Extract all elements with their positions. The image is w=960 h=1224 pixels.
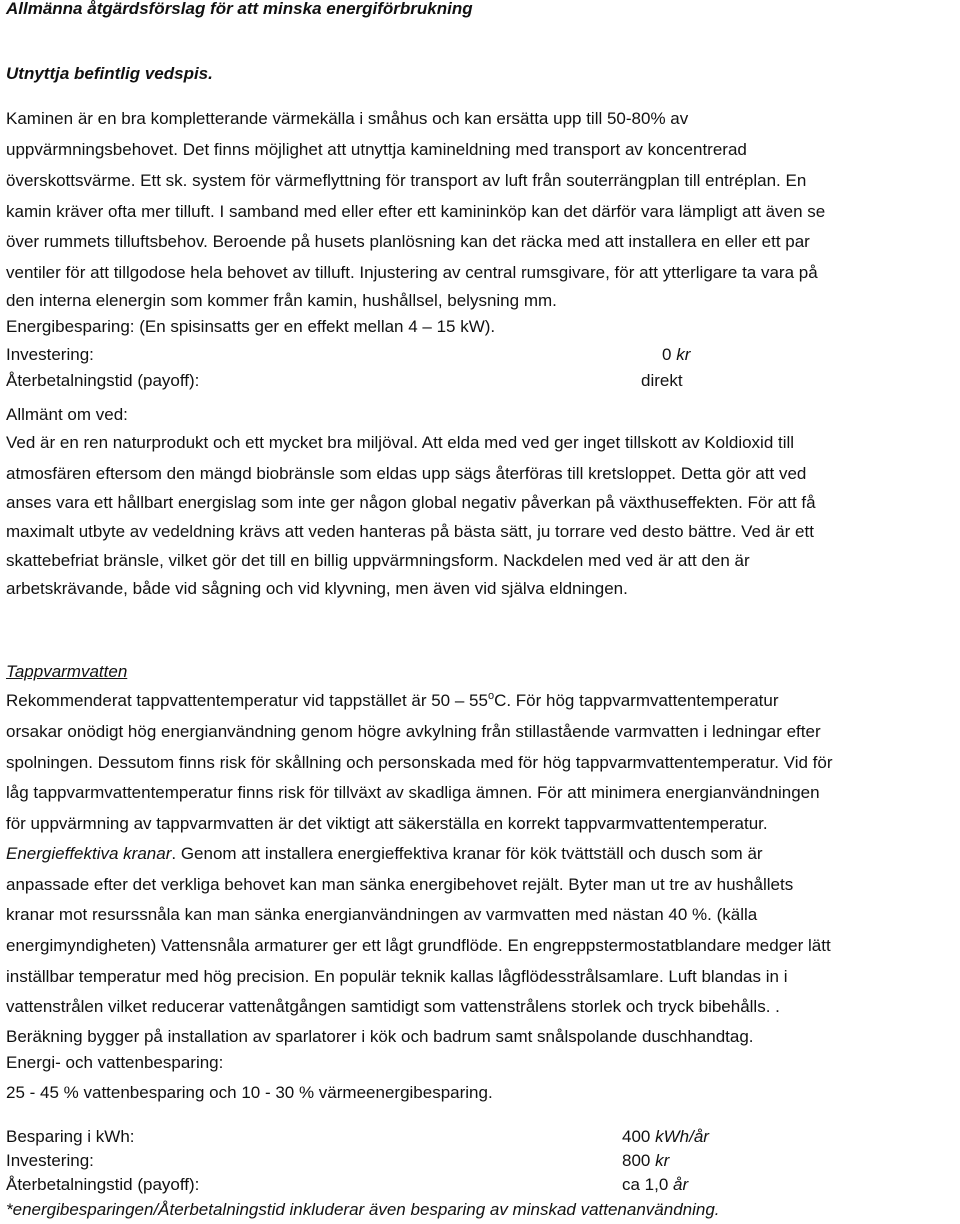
paragraph-line: anses vara ett hållbart energislag som inte ger någon global negativ påverkan på växthuseffekten. För att få xyxy=(6,493,816,512)
kwh-value xyxy=(622,1126,709,1148)
investment-amount: 0 xyxy=(662,345,672,364)
kwh-unit: kWh/år xyxy=(655,1127,709,1146)
paragraph-line: Beräkning bygger på installation av sparlatorer i kök och badrum samt snålspolande duschhandtag. xyxy=(6,1027,754,1046)
paragraph-line: över rummets tilluftsbehov. Beroende på husets planlösning kan det räcka med att installera en eller ett par xyxy=(6,232,810,251)
footnote: *energibesparingen/Återbetalningstid inkluderar även besparing av minskad vattenanvändning. xyxy=(6,1200,720,1219)
paragraph-line: inställbar temperatur med hög precision. En populär teknik kallas lågflödesstrålsamlare. Luft blandas in i xyxy=(6,967,788,986)
degree-superscript: o xyxy=(487,690,495,702)
payback-value-2 xyxy=(622,1174,688,1196)
paragraph-line-kranar xyxy=(6,843,763,865)
paragraph-line: Kaminen är en bra kompletterande värmekälla i småhus och kan ersätta upp till 50-80% av xyxy=(6,109,689,128)
investment-unit: kr xyxy=(676,345,691,364)
energy-saving-text: Energibesparing: (En spisinsatts ger en effekt mellan 4 – 15 kW). xyxy=(6,317,496,336)
paragraph-line: skattebefriat bränsle, vilket gör det till en billig uppvärmningsform. Nackdelen med ved är att den är xyxy=(6,551,750,570)
paragraph-line: överskottsvärme. Ett sk. system för värmeflyttning för transport av luft från souterrängplan till entréplan. En xyxy=(6,171,807,190)
temperature-text-continued: C. För hög tappvarmvattentemperatur xyxy=(494,691,779,710)
section-title-vedspis: Utnyttja befintlig vedspis. xyxy=(6,64,213,83)
paragraph-line: orsakar onödigt hög energianvändning genom högre avkylning från stillastående varmvatten i ledningar efter xyxy=(6,722,821,741)
section-title-tappvarmvatten: Tappvarmvatten xyxy=(6,662,128,681)
paragraph-line: uppvärmningsbehovet. Det finns möjlighet att utnyttja kamineldning med transport av koncentrerad xyxy=(6,140,747,159)
paragraph-line: atmosfären eftersom den mängd biobränsle som eldas upp sägs återföras till kretsloppet. Detta gör att ved xyxy=(6,464,807,483)
investment-value xyxy=(662,344,690,366)
investment-label-2: Investering: xyxy=(6,1151,94,1170)
paragraph-line: spolningen. Dessutom finns risk för skållning och personskada med för hög tappvarmvattentemperatur. Vid för xyxy=(6,753,833,772)
kwh-amount: 400 xyxy=(622,1127,651,1146)
paragraph-line: låg tappvarmvattentemperatur finns risk för tillväxt av skadliga ämnen. För att minimera energianvändningen xyxy=(6,783,820,802)
payback-unit-2: år xyxy=(673,1175,689,1194)
investment-value-2 xyxy=(622,1150,669,1172)
paragraph-line: den interna elenergin som kommer från kamin, hushållsel, belysning mm. xyxy=(6,291,557,310)
saving-detail: 25 - 45 % vattenbesparing och 10 - 30 % värmeenergibesparing. xyxy=(6,1083,493,1102)
paragraph-line-temperature xyxy=(6,690,779,714)
investment-amount-2: 800 xyxy=(622,1151,651,1170)
payback-label-2: Återbetalningstid (payoff): xyxy=(6,1175,200,1194)
payback-value: direkt xyxy=(641,371,683,390)
payback-amount-2: ca 1,0 xyxy=(622,1175,669,1194)
temperature-text: Rekommenderat tappvattentemperatur vid tappstället är 50 – 55 xyxy=(6,691,488,710)
payback-label: Återbetalningstid (payoff): xyxy=(6,371,200,390)
paragraph-line: Ved är en ren naturprodukt och ett mycket bra miljöval. Att elda med ved ger inget tillskott av Koldioxid till xyxy=(6,433,795,452)
investment-label: Investering: xyxy=(6,345,94,364)
paragraph-line: för uppvärmning av tappvarmvatten är det viktigt att säkerställa en korrekt tappvarmvattentemperatur. xyxy=(6,814,768,833)
paragraph-line: maximalt utbyte av vedeldning krävs att veden hanteras på bästa sätt, ju torrare ved desto bättre. Ved är ett xyxy=(6,522,814,541)
paragraph-line: kamin kräver ofta mer tilluft. I samband med eller efter ett kamininköp kan det därför vara lämpligt att även se xyxy=(6,202,826,221)
paragraph-line: kranar mot resurssnåla kan man sänka energianvändningen av varmvatten med nästan 40 %. (källa xyxy=(6,905,758,924)
paragraph-line: energimyndigheten) Vattensnåla armaturer ger ett lågt grundflöde. En engreppstermostatblandare medger lätt xyxy=(6,936,831,955)
section-title-ved: Allmänt om ved: xyxy=(6,405,128,424)
saving-heading: Energi- och vattenbesparing: xyxy=(6,1053,224,1072)
paragraph-line: anpassade efter det verkliga behovet kan man sänka energibehovet rejält. Byter man ut tre av hushållets xyxy=(6,875,794,894)
italic-lead-kranar: Energieffektiva kranar xyxy=(6,844,172,863)
investment-unit-2: kr xyxy=(655,1151,670,1170)
document-heading: Allmänna åtgärdsförslag för att minska energiförbrukning xyxy=(6,0,473,18)
kwh-label: Besparing i kWh: xyxy=(6,1127,135,1146)
kranar-text: . Genom att installera energieffektiva kranar för kök tvättställ och dusch som är xyxy=(171,844,763,863)
paragraph-line: ventiler för att tillgodose hela behovet av tilluft. Injustering av central rumsgivare, för att ytterligare ta vara på xyxy=(6,263,818,282)
paragraph-line: arbetskrävande, både vid sågning och vid klyvning, men även vid själva eldningen. xyxy=(6,579,628,598)
paragraph-line: vattenstrålen vilket reducerar vattenåtgången samtidigt som vattenstrålens storlek och tryck bibehålls. . xyxy=(6,997,780,1016)
